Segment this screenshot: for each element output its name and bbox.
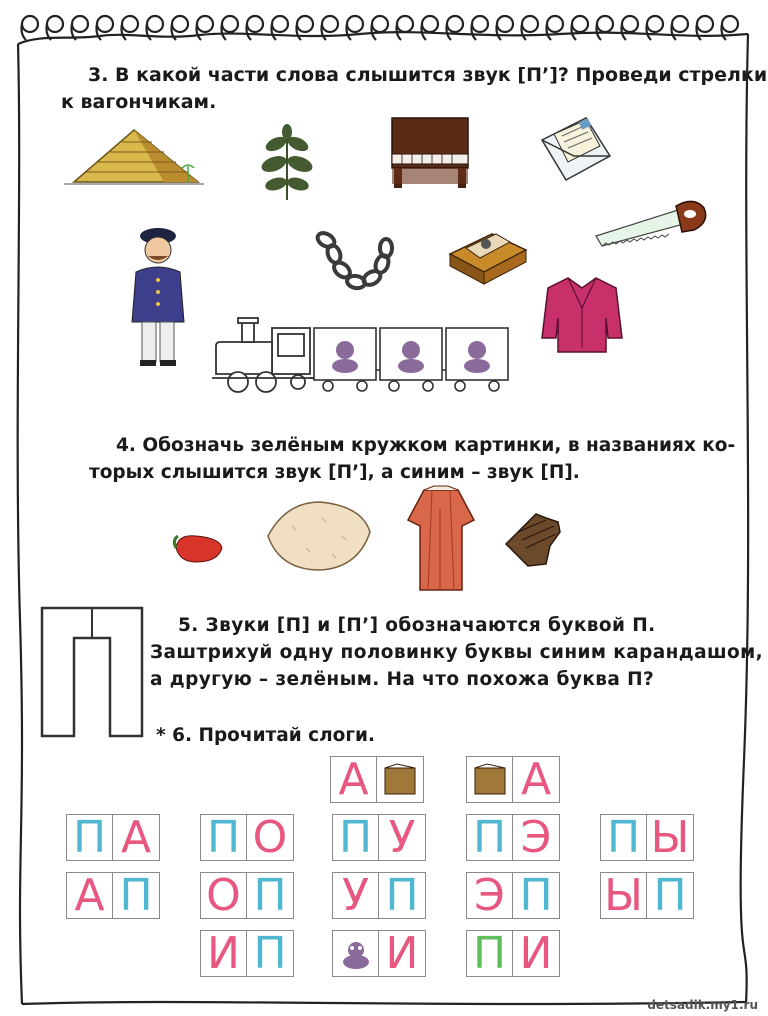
notebook-ring-tail <box>622 24 627 40</box>
syllable-pa <box>66 811 160 863</box>
notebook-ring-tail <box>347 24 352 40</box>
notebook-ring-tail <box>447 24 452 40</box>
task-4-line-1: 4. Обозначь зелёным кружком картинки, в названиях ко- <box>116 435 736 456</box>
notebook-ring <box>372 16 388 32</box>
captain-icon <box>120 222 192 368</box>
task-5-line-2: Заштрихуй одну половинку буквы синим карандашом, <box>150 642 764 663</box>
notebook-ring-tail <box>572 24 577 40</box>
syllable-ep <box>466 869 560 921</box>
syllable-pe <box>466 811 560 863</box>
syllable-up <box>332 869 426 921</box>
pillow-icon <box>262 496 374 578</box>
task-4-line-2: торых слышится звук [П’], а синим – звук [П]. <box>89 462 580 483</box>
syllable-letter: О <box>247 814 294 861</box>
syllable-letter: И <box>379 930 426 977</box>
matchbox-icon <box>444 220 530 288</box>
syllable-letter: А <box>113 814 160 861</box>
notebook-ring-tail <box>247 24 252 40</box>
syllable-letter: П <box>379 872 426 919</box>
notebook-ring <box>122 16 138 32</box>
task-5-text <box>150 612 763 693</box>
task-5-line-1: 5. Звуки [П] и [П’] обозначаются буквой П. <box>178 615 656 636</box>
notebook-ring-tail <box>472 24 477 40</box>
notebook-ring <box>472 16 488 32</box>
syllable-letter: И <box>513 930 560 977</box>
wagons <box>312 324 522 394</box>
task-3-line-1: 3. В какой части слова слышится звук [П’]? Проведи стрелки <box>88 64 768 86</box>
notebook-ring <box>147 16 163 32</box>
notebook-ring-tail <box>547 24 552 40</box>
task-4-text <box>89 432 736 486</box>
notebook-ring <box>297 16 313 32</box>
notebook-ring <box>322 16 338 32</box>
syllable-letter: П <box>247 930 294 977</box>
locomotive-icon <box>212 318 312 392</box>
syllable-po <box>200 811 294 863</box>
syllable-letter: П <box>600 814 647 861</box>
task-3-line-2: к вагончикам. <box>61 91 217 113</box>
notebook-ring <box>47 16 63 32</box>
watermark: detsadik.my1.ru <box>647 998 758 1012</box>
glove-icon <box>498 500 568 568</box>
notebook-ring-tail <box>647 24 652 40</box>
nettle-icon <box>258 124 316 202</box>
notebook-ring-tail <box>272 24 277 40</box>
task-5-line-3: а другую – зелёным. На что похожа буква П? <box>150 669 655 690</box>
task-3-text <box>61 62 768 116</box>
notebook-ring <box>272 16 288 32</box>
syllable-letter: П <box>466 930 513 977</box>
dress-icon <box>402 484 480 596</box>
syllable-pu <box>332 811 426 863</box>
envelope-icon <box>534 110 614 190</box>
syllable-letter: А <box>513 756 560 803</box>
notebook-ring-tail <box>22 24 27 40</box>
piano-icon <box>388 114 472 192</box>
notebook-ring-tail <box>522 24 527 40</box>
notebook-ring <box>647 16 663 32</box>
notebook-ring <box>197 16 213 32</box>
notebook-ring-tail <box>497 24 502 40</box>
syllable-letter: О <box>200 872 247 919</box>
notebook-ring-tail <box>697 24 702 40</box>
notebook-ring-tail <box>122 24 127 40</box>
task-6-text <box>156 722 375 749</box>
notebook-ring <box>72 16 88 32</box>
syllable-ap <box>66 869 160 921</box>
syllable-letter: П <box>113 872 160 919</box>
notebook-ring <box>397 16 413 32</box>
notebook-ring-tail <box>722 24 727 40</box>
notebook-ring <box>572 16 588 32</box>
notebook-ring <box>597 16 613 32</box>
notebook-ring-tail <box>322 24 327 40</box>
notebook-ring-tail <box>672 24 677 40</box>
syllable-op <box>200 869 294 921</box>
box-picture-icon <box>466 756 513 803</box>
pyramid-icon <box>64 124 204 190</box>
syllable-letter: П <box>466 814 513 861</box>
notebook-ring <box>22 16 38 32</box>
frog-picture-icon <box>332 930 379 977</box>
syllable-letter: Ы <box>647 814 694 861</box>
syllable-letter: А <box>330 756 377 803</box>
syllable-py <box>600 811 694 863</box>
wagons-row <box>312 324 522 398</box>
chain-icon <box>312 226 396 296</box>
syllable-yp <box>600 869 694 921</box>
syllable-frog-i <box>332 927 426 979</box>
syllable-letter: Э <box>513 814 560 861</box>
syllable-letter: У <box>332 872 379 919</box>
syllable-letter: Э <box>466 872 513 919</box>
syllable-letter: П <box>247 872 294 919</box>
syllable-letter: И <box>200 930 247 977</box>
notebook-ring <box>222 16 238 32</box>
big-letter-p <box>40 606 144 738</box>
notebook-ring <box>522 16 538 32</box>
syllable-pi <box>466 927 560 979</box>
notebook-ring <box>722 16 738 32</box>
notebook-ring <box>447 16 463 32</box>
syllable-letter: Ы <box>600 872 647 919</box>
notebook-ring <box>347 16 363 32</box>
pepper-icon <box>170 526 226 566</box>
notebook-ring <box>697 16 713 32</box>
notebook-ring-tail <box>222 24 227 40</box>
notebook-ring-tail <box>297 24 302 40</box>
notebook-ring-tail <box>197 24 202 40</box>
notebook-ring <box>422 16 438 32</box>
task-6-line-1: * 6. Прочитай слоги. <box>156 725 376 746</box>
syllable-letter: П <box>66 814 113 861</box>
syllable-ip <box>200 927 294 979</box>
notebook-ring-tail <box>97 24 102 40</box>
notebook-ring <box>97 16 113 32</box>
notebook-ring <box>172 16 188 32</box>
notebook-ring <box>672 16 688 32</box>
syllable-letter: П <box>332 814 379 861</box>
notebook-ring <box>247 16 263 32</box>
jacket-icon <box>540 272 624 354</box>
notebook-ring <box>622 16 638 32</box>
saw-icon <box>592 192 710 250</box>
syllable-letter: П <box>200 814 247 861</box>
syllable-letter: П <box>513 872 560 919</box>
syllable-letter: П <box>647 872 694 919</box>
syllable-a-box <box>330 753 424 805</box>
syllable-box-a <box>466 753 560 805</box>
notebook-ring <box>547 16 563 32</box>
notebook-ring <box>497 16 513 32</box>
syllable-letter: У <box>379 814 426 861</box>
notebook-ring-tail <box>147 24 152 40</box>
box-picture-icon <box>377 756 424 803</box>
syllable-letter: А <box>66 872 113 919</box>
